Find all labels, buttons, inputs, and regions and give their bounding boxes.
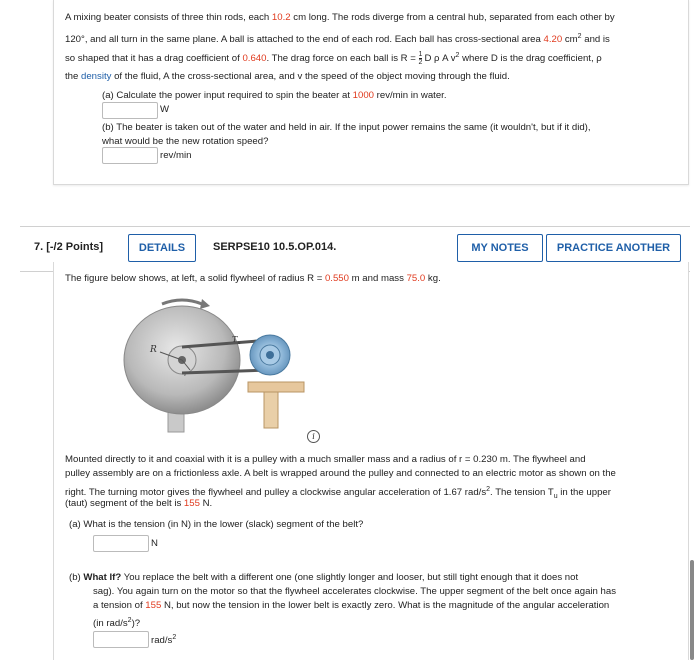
q7-part-b-line-4: (in rad/$s^2$)? [93,617,141,630]
q6-line-1: A mixing beater consists of three thin rods, each 10.2 cm long. The rods diverge from a central hub, separated from each other by [65,12,615,23]
q7-intro: The figure below shows, at left, a solid flywheel of radius R = 0.550 m and mass 75.0 kg. [65,273,441,284]
q7-part-a-question: (a) What is the tension (in N) in the lower (slack) segment of the belt? [69,519,364,530]
flywheel-mass-value: 75.0 [406,273,426,284]
what-if-label: What If? [83,572,122,583]
rotation-arrow [162,300,202,304]
q7-part-b-answer-input[interactable] [93,631,149,648]
rpm-value: 1000 [352,90,374,101]
details-button[interactable]: DETAILS [128,234,196,262]
q7-part-b-line-1: (b) What If? You replace the belt with a different one (one slightly longer and looser, but still tight enough that it does not [69,572,579,583]
upper-tension-value: 155 [183,498,200,509]
q6-part-b-answer-input[interactable] [102,147,158,164]
density-link[interactable]: density [81,71,112,82]
question-number-points: 7. [-/2 Points] [34,241,104,253]
q6-part-b-line-2: what would be the new rotation speed? [102,136,269,147]
problem-code: SERPSE10 10.5.OP.014. [213,241,337,253]
new-upper-tension-value: 155 [145,600,162,611]
flywheel-pulley-figure [120,292,320,442]
one-half-fraction: 1 2 [418,51,423,67]
q7-part-a-unit: N [151,538,158,549]
q6-part-b-unit: rev/min [160,150,192,161]
q7-paragraph-line-1: Mounted directly to it and coaxial with it is a pulley with a much smaller mass and a radius of r = 0.230 m. The flywheel and [65,454,586,465]
q6-part-a-question: (a) Calculate the power input required to spin the beater at 1000 rev/min in water. [102,90,447,101]
info-icon[interactable]: i [307,430,320,443]
q6-line-2: 120°, and all turn in the same plane. A ball is attached to the end of each rod. Each ball has cross-sectional area 4.20 $cm^2$ and is [65,33,610,46]
q6-part-a-answer-input[interactable] [102,102,158,119]
label-Tu: $T_u$ [232,335,241,346]
q7-part-a-answer-input[interactable] [93,535,149,552]
drag-coefficient-value: 0.640 [242,53,267,65]
q6-part-b-line-1: (b) The beater is taken out of the water and held in air. If the input power remains the same (it wouldn't, but if it did), [102,122,591,133]
my-notes-button[interactable]: MY NOTES [457,234,543,262]
q6-part-a-unit: W [160,104,170,115]
q7-part-b-line-3: a tension of 155 N, but now the tension in the lower belt is exactly zero. What is the magnitude of the angular acceleration [93,600,610,611]
q7-paragraph-line-4: (taut) segment of the belt is 155 N. [65,498,213,509]
q7-paragraph-line-3: right. The turning motor gives the flywheel and pulley a clockwise angular acceleration of 1.67 rad/$s^2$. The tension $T_u$ in the upper [65,486,611,501]
q6-line-4: the density of the fluid, A the cross-sectional area, and v the speed of the object moving through the fluid. [65,71,510,82]
flywheel-radius-value: 0.550 [324,273,349,284]
practice-another-button[interactable]: PRACTICE ANOTHER [546,234,681,262]
q7-part-b-line-2: sag). You again turn on the motor so that the flywheel accelerates clockwise. The upper segment of the belt once again has [93,586,617,597]
page-scrollbar[interactable] [690,560,694,660]
area-value: 4.20 [543,34,563,46]
label-R: R [150,345,157,355]
q7-part-b-unit: rad/$s^2$ [151,634,177,647]
rod-length-value: 10.2 [271,12,291,23]
q7-paragraph-line-2: pulley assembly are on a frictionless axle. A belt is wrapped around the pulley and connected to an electric motor as shown on the [65,468,616,479]
q6-line-3: so shaped that it has a drag coefficient of 0.640. The drag force on each ball is R = 1 2 D ρ A $v^2$ where D is the drag coefficient, ρ [65,51,602,67]
